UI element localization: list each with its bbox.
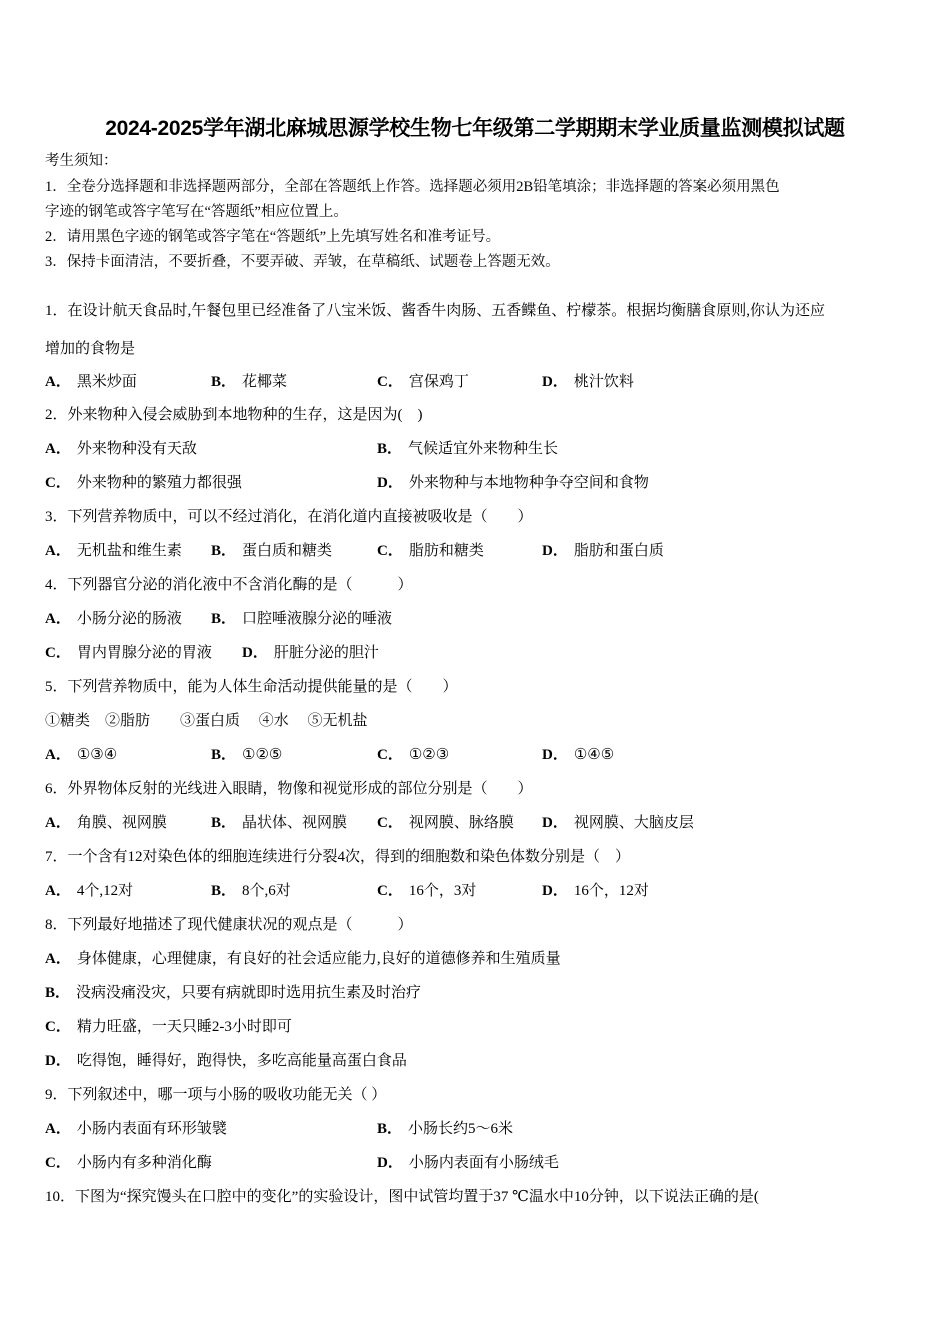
- option-label: D．: [542, 815, 568, 831]
- option-label: D．: [542, 747, 568, 763]
- question-6-stem: 6．外界物体反射的光线进入眼睛，物像和视觉形成的部位分别是（ ）: [45, 781, 533, 797]
- q4-option-b: [211, 609, 392, 629]
- option-text: 小肠分泌的肠液: [76, 611, 182, 627]
- q2-option-a: [45, 439, 197, 459]
- option-text: 小肠长约5～6米: [408, 1121, 514, 1137]
- option-text: 没病没痛没灾，只要有病就即时选用抗生素及时治疗: [76, 985, 422, 1001]
- option-label: B．: [211, 815, 237, 831]
- q7-option-a: [45, 881, 133, 901]
- q3-option-a: [45, 541, 182, 561]
- option-text: 宫保鸡丁: [408, 374, 469, 390]
- option-text: ①②③: [408, 747, 450, 763]
- option-text: 精力旺盛，一天只睡2-3小时即可: [76, 1019, 292, 1035]
- option-text: 小肠内有多种消化酶: [76, 1155, 212, 1171]
- option-text: 吃得饱，睡得好，跑得快，多吃高能量高蛋白食品: [76, 1053, 407, 1069]
- q2-option-b: [377, 439, 558, 459]
- option-text: ①③④: [76, 747, 118, 763]
- option-text: 花椰菜: [242, 374, 288, 390]
- option-text: 外来物种没有天敌: [76, 441, 197, 457]
- option-label: A．: [45, 441, 71, 457]
- q9-option-a: [45, 1119, 227, 1139]
- option-text: 胃内胃腺分泌的胃液: [76, 645, 212, 661]
- option-text: 口腔唾液腺分泌的唾液: [242, 611, 393, 627]
- q6-option-a: [45, 813, 167, 833]
- option-text: 视网膜、大脑皮层: [573, 815, 694, 831]
- option-label: C．: [377, 815, 403, 831]
- option-text: 蛋白质和糖类: [242, 543, 333, 559]
- q6-option-c: [377, 813, 514, 833]
- question-5-stem: 5．下列营养物质中，能为人体生命活动提供能量的是（ ）: [45, 679, 458, 695]
- q4-option-a: [45, 609, 182, 629]
- option-text: 小肠内表面有环形皱襞: [76, 1121, 227, 1137]
- option-text: 黑米炒面: [76, 374, 137, 390]
- option-label: B．: [211, 883, 237, 899]
- q4-option-d: [242, 643, 379, 663]
- option-text: 无机盐和维生素: [76, 543, 182, 559]
- q2-option-c: [45, 473, 242, 493]
- option-text: 视网膜、脉络膜: [408, 815, 514, 831]
- q6-option-b: [211, 813, 347, 833]
- exam-title: 2024-2025学年湖北麻城思源学校生物七年级第二学期期末学业质量监测模拟试题: [105, 117, 845, 140]
- option-text: 气候适宜外来物种生长: [408, 441, 559, 457]
- q1-option-a: [45, 372, 137, 392]
- option-label: A．: [45, 611, 71, 627]
- notice-line: 1．全卷分选择题和非选择题两部分，全部在答题纸上作答。选择题必须用2B铅笔填涂；非选择题的答案必须用黑色: [45, 179, 780, 195]
- notice-heading: 考生须知：: [45, 153, 118, 169]
- notice-line: 2．请用黑色字迹的钢笔或答字笔在“答题纸”上先填写姓名和准考证号。: [45, 229, 501, 245]
- question-7-stem: 7．一个含有12对染色体的细胞连续进行分裂4次，得到的细胞数和染色体数分别是（ ）: [45, 849, 631, 865]
- q7-option-d: [542, 881, 649, 901]
- option-label: D．: [542, 374, 568, 390]
- option-label: B．: [377, 1121, 403, 1137]
- question-10-stem: 10．下图为“探究馒头在口腔中的变化”的实验设计，图中试管均置于37 ℃温水中10分钟，以下说法正确的是(: [45, 1189, 759, 1205]
- option-label: C．: [45, 475, 71, 491]
- option-text: 外来物种的繁殖力都很强: [76, 475, 242, 491]
- question-3-stem: 3．下列营养物质中，可以不经过消化，在消化道内直接被吸收是（ ）: [45, 509, 533, 525]
- option-text: 身体健康，心理健康，有良好的社会适应能力,良好的道德修养和生殖质量: [76, 951, 561, 967]
- option-label: B．: [45, 985, 71, 1001]
- option-text: 16个，12对: [573, 883, 649, 899]
- option-label: A．: [45, 815, 71, 831]
- option-text: 脂肪和糖类: [408, 543, 484, 559]
- option-label: A．: [45, 374, 71, 390]
- option-label: A．: [45, 543, 71, 559]
- option-label: A．: [45, 1121, 71, 1137]
- option-text: ①④⑤: [573, 747, 615, 763]
- q4-option-c: [45, 643, 212, 663]
- q9-option-d: [377, 1153, 559, 1173]
- q7-option-b: [211, 881, 291, 901]
- option-label: B．: [377, 441, 403, 457]
- q3-option-d: [542, 541, 664, 561]
- option-text: 外来物种与本地物种争夺空间和食物: [408, 475, 649, 491]
- q3-option-b: [211, 541, 332, 561]
- q5-option-d: [542, 745, 614, 765]
- q1-option-c: [377, 372, 469, 392]
- q9-option-c: [45, 1153, 212, 1173]
- option-label: D．: [542, 543, 568, 559]
- option-label: A．: [45, 883, 71, 899]
- option-label: A．: [45, 951, 71, 967]
- question-8-stem: 8．下列最好地描述了现代健康状况的观点是（ ）: [45, 917, 413, 933]
- option-text: 4个,12对: [76, 883, 134, 899]
- option-text: 肝脏分泌的胆汁: [273, 645, 379, 661]
- option-text: 角膜、视网膜: [76, 815, 167, 831]
- option-label: B．: [211, 611, 237, 627]
- question-5-items: ①糖类 ②脂肪 ③蛋白质 ④水 ⑤无机盐: [45, 713, 368, 729]
- option-label: D．: [377, 1155, 403, 1171]
- q6-option-d: [542, 813, 694, 833]
- option-label: C．: [45, 1019, 71, 1035]
- option-text: 小肠内表面有小肠绒毛: [408, 1155, 559, 1171]
- q5-option-c: [377, 745, 449, 765]
- option-label: C．: [45, 1155, 71, 1171]
- option-text: 脂肪和蛋白质: [573, 543, 664, 559]
- question-9-stem: 9．下列叙述中，哪一项与小肠的吸收功能无关（ ）: [45, 1087, 387, 1103]
- question-2-stem: 2．外来物种入侵会威胁到本地物种的生存，这是因为( ): [45, 407, 423, 423]
- notice-line: 3．保持卡面清洁，不要折叠，不要弄破、弄皱，在草稿纸、试题卷上答题无效。: [45, 254, 560, 270]
- option-text: 晶状体、视网膜: [242, 815, 348, 831]
- q1-option-b: [211, 372, 287, 392]
- q8-option-a: [45, 949, 561, 969]
- option-label: C．: [45, 645, 71, 661]
- q8-option-d: [45, 1051, 407, 1071]
- option-text: 8个,6对: [242, 883, 291, 899]
- option-label: C．: [377, 374, 403, 390]
- q8-option-b: [45, 983, 421, 1003]
- question-1-stem-cont: 增加的食物是: [45, 341, 136, 357]
- option-label: D．: [377, 475, 403, 491]
- option-label: C．: [377, 543, 403, 559]
- option-label: C．: [377, 747, 403, 763]
- option-text: 桃汁饮料: [573, 374, 634, 390]
- option-label: D．: [542, 883, 568, 899]
- option-label: A．: [45, 747, 71, 763]
- q9-option-b: [377, 1119, 513, 1139]
- q7-option-c: [377, 881, 476, 901]
- option-label: B．: [211, 374, 237, 390]
- option-label: B．: [211, 747, 237, 763]
- q2-option-d: [377, 473, 649, 493]
- notice-line: 字迹的钢笔或答字笔写在“答题纸”相应位置上。: [45, 204, 348, 220]
- q5-option-b: [211, 745, 282, 765]
- option-label: B．: [211, 543, 237, 559]
- option-label: D．: [45, 1053, 71, 1069]
- q1-option-d: [542, 372, 634, 392]
- option-label: D．: [242, 645, 268, 661]
- question-1-stem: 1．在设计航天食品时,午餐包里已经准备了八宝米饭、酱香牛肉肠、五香鲽鱼、柠檬茶。根据均衡膳食原则,你认为还应: [45, 303, 826, 319]
- option-text: 16个，3对: [408, 883, 477, 899]
- q8-option-c: [45, 1017, 292, 1037]
- option-label: C．: [377, 883, 403, 899]
- question-4-stem: 4．下列器官分泌的消化液中不含消化酶的是（ ）: [45, 577, 413, 593]
- option-text: ①②⑤: [242, 747, 283, 763]
- q3-option-c: [377, 541, 484, 561]
- q5-option-a: [45, 745, 117, 765]
